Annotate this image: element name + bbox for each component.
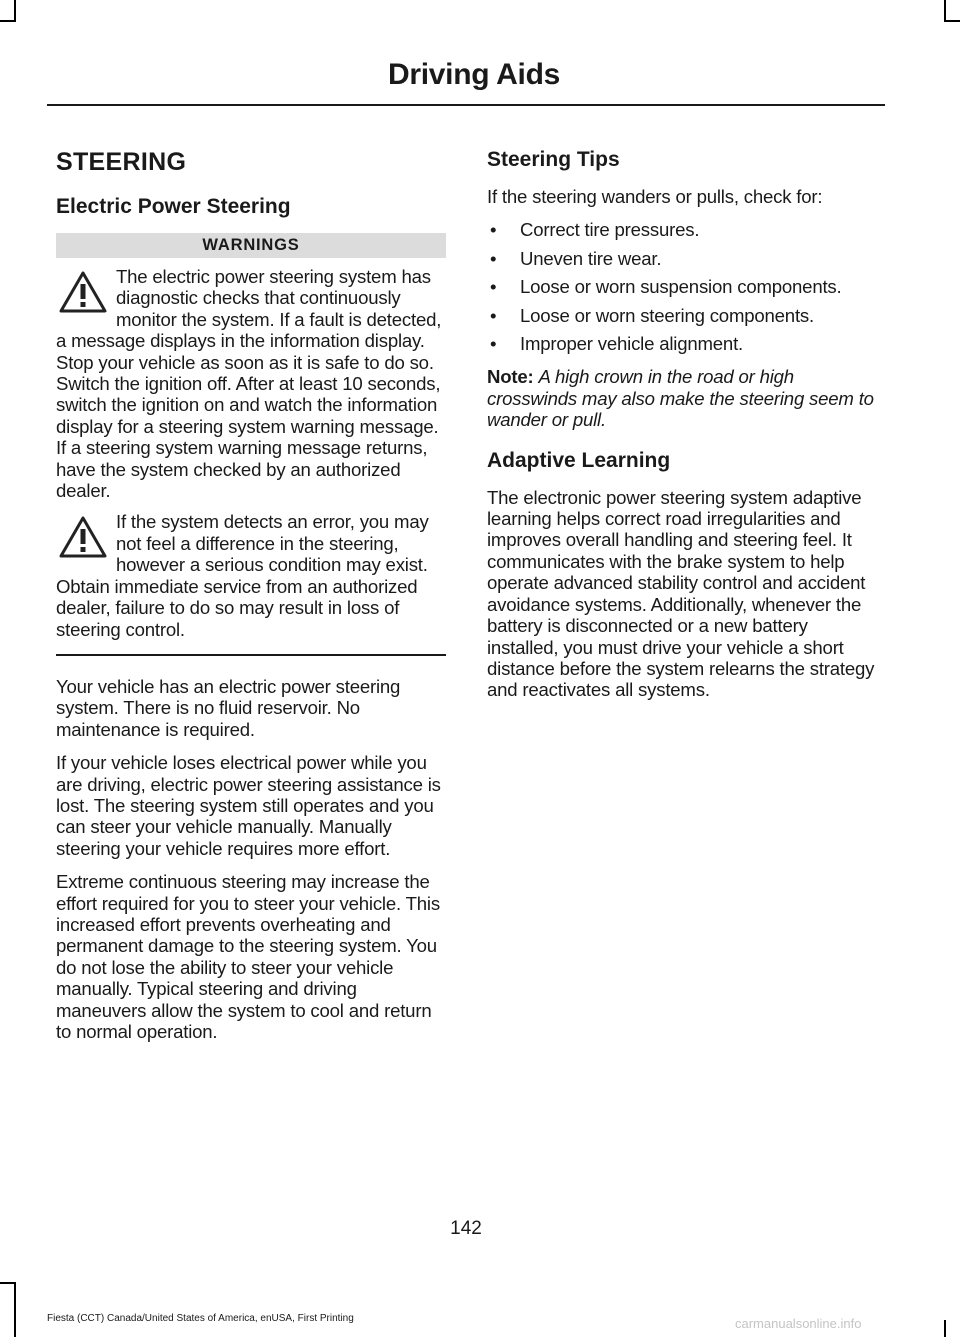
right-column <box>487 140 879 713</box>
list-item <box>487 248 879 269</box>
list-item-text: Improper vehicle alignment. <box>520 333 743 355</box>
footer-text: Fiesta (CCT) Canada/United States of America, enUSA, First Printing <box>47 1313 354 1324</box>
paragraph: Extreme continuous steering may increase the effort required for you to steer your vehicle. This increased effort prevents overheating and permanent damage to the steering system. You do not lose the ability to steer your vehicle manually. Typical steering and driving maneuvers allow the system to cool and return to normal operation. <box>56 871 440 1042</box>
warning-triangle-icon <box>58 270 108 314</box>
bullet: • <box>490 219 497 241</box>
crop-mark <box>14 0 16 22</box>
paragraph: If your vehicle loses electrical power while you are driving, electric power steering assistance is lost. The steering system still operates and you can steer your vehicle manually. Manually steering your vehicle requires more effort. <box>56 752 441 859</box>
left-column <box>56 140 446 1054</box>
header-rule <box>47 104 885 106</box>
list-item <box>487 333 879 354</box>
note-label: Note: <box>487 366 534 388</box>
warning-item <box>56 266 446 501</box>
warning-text: If the system detects an error, you may not feel a difference in the steering, however a serious condition may exist. Obtain immediate service from an authorized dealer, failure to do so may result in loss of steering control. <box>56 511 429 640</box>
section-heading: STEERING <box>56 148 187 176</box>
bullet: • <box>490 304 497 326</box>
bullet: • <box>490 276 497 298</box>
crop-mark <box>0 1282 16 1284</box>
warning-item <box>56 511 446 639</box>
bullet: • <box>490 333 497 355</box>
warning-text: The electric power steering system has diagnostic checks that continuously monitor the system. If a fault is detected, a message displays in the information display. Stop your vehicle as soon as it is safe to do so. Switch the ignition off. After at least 10 seconds, switch the ignition on and watch the information display for a steering system warning message. If a steering system warning message returns, have the system checked by an authorized dealer. <box>56 266 442 502</box>
list-item-text: Uneven tire wear. <box>520 247 662 269</box>
steering-tips-heading: Steering Tips <box>487 148 620 171</box>
tips-list <box>487 219 879 354</box>
crop-mark <box>944 0 946 22</box>
list-item <box>487 276 879 297</box>
warning-triangle-icon <box>58 515 108 559</box>
adaptive-learning-heading: Adaptive Learning <box>487 448 671 472</box>
crop-mark <box>14 1282 16 1337</box>
list-item <box>487 219 879 240</box>
list-item-text: Correct tire pressures. <box>520 219 700 241</box>
bullet: • <box>490 247 497 269</box>
crop-mark <box>0 20 16 22</box>
paragraph: Your vehicle has an electric power steering system. There is no fluid reservoir. No maintenance is required. <box>56 675 401 740</box>
crop-mark <box>944 1320 946 1337</box>
crop-mark <box>944 20 960 22</box>
subsection-heading: Electric Power Steering <box>56 195 291 218</box>
page-title: Driving Aids <box>388 58 560 91</box>
page-number: 142 <box>450 1218 482 1239</box>
warnings-divider <box>56 654 446 656</box>
tips-intro: If the steering wanders or pulls, check for: <box>487 186 823 207</box>
list-item <box>487 305 879 326</box>
list-item-text: Loose or worn suspension components. <box>520 276 842 298</box>
note-text: A high crown in the road or high crosswinds may also make the steering seem to wander or pull. <box>487 366 874 431</box>
warnings-header: WARNINGS <box>56 233 446 258</box>
note <box>487 366 879 430</box>
paragraph: The electronic power steering system adaptive learning helps correct road irregularities and improves overall handling and steering feel. It communicates with the brake system to help operate advanced stability control and accident avoidance systems. Additionally, whenever the battery is disconnected or a new battery installed, you must drive your vehicle a short distance before the system relearns the strategy and reactivates all systems. <box>487 486 875 701</box>
watermark: carmanualsonline.info <box>735 1316 862 1331</box>
list-item-text: Loose or worn steering components. <box>520 304 814 326</box>
